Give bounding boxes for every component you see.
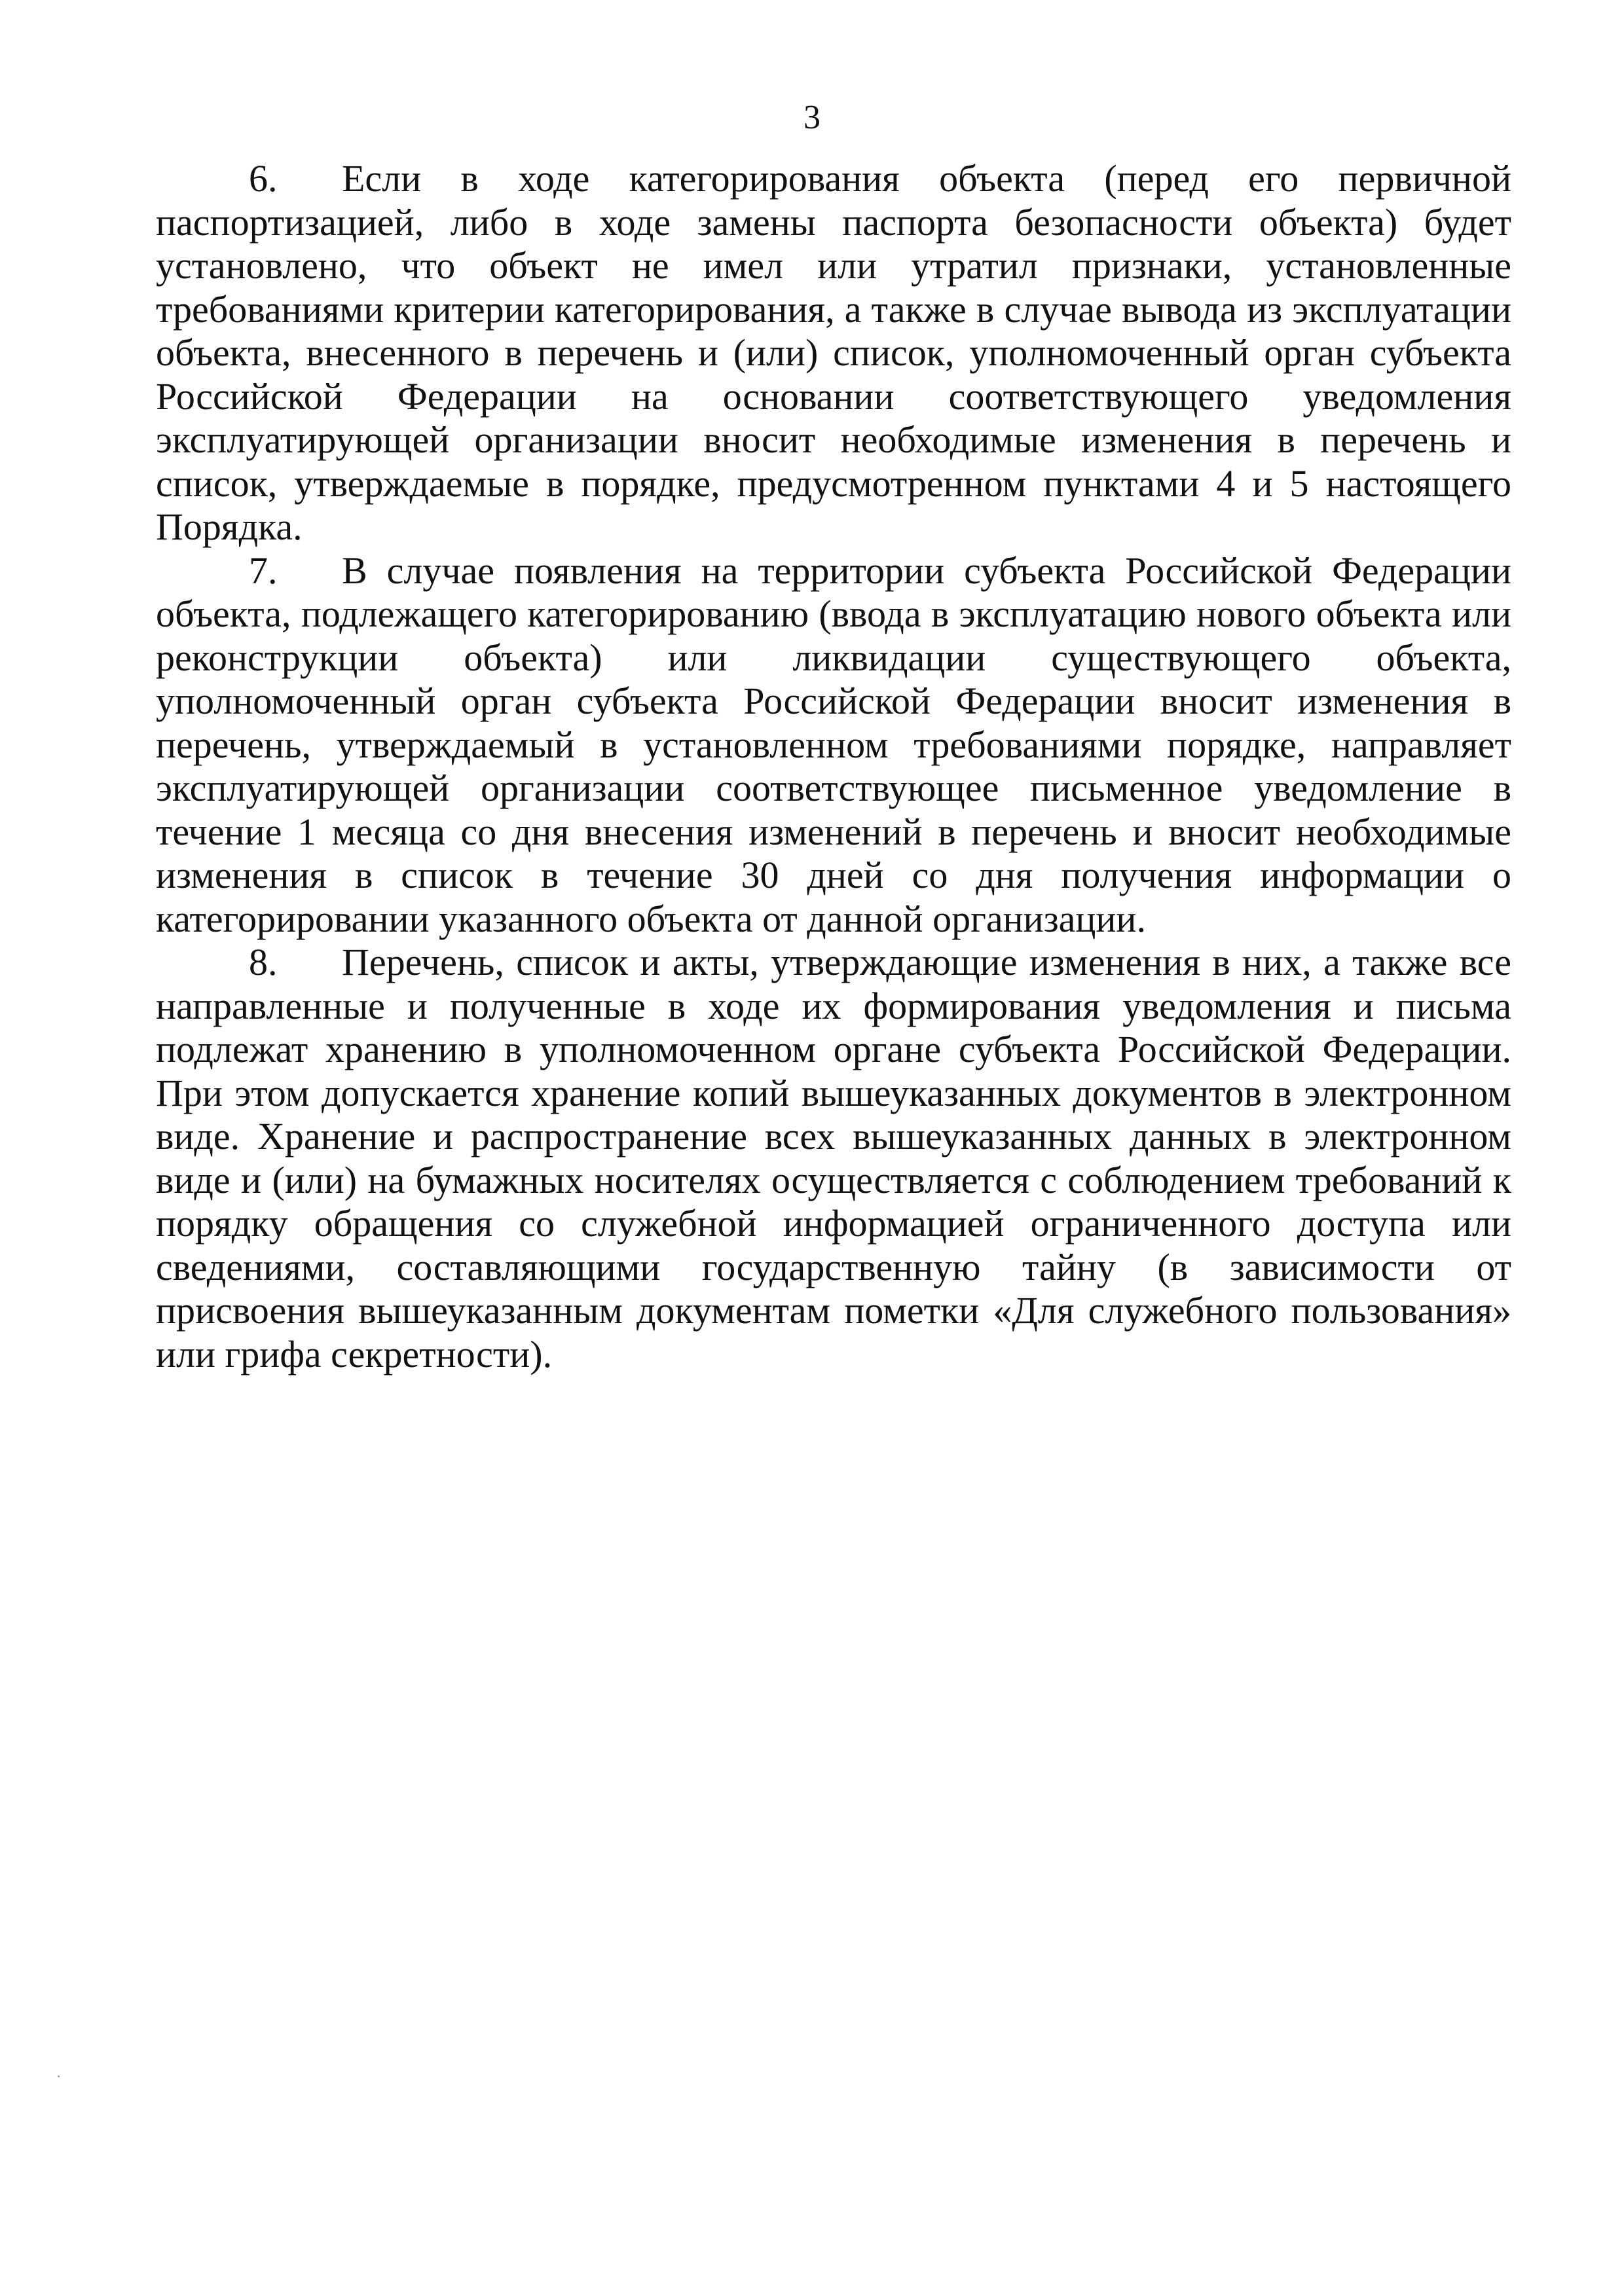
paragraph-number: 7. bbox=[249, 549, 278, 592]
scan-artifact-dot bbox=[58, 2075, 60, 2077]
paragraph-6 bbox=[156, 157, 1511, 549]
paragraph-text: Перечень, список и акты, утверждающие изменения в них, а также все направленные и полученные в ходе их формирования уведомления и письма подлежат хранению в уполномоченном органе субъекта Российской Федерации. При этом допускается хранение копий вышеуказанных документов в электронном виде. Хранение и распространение всех вышеуказанных данных в электронном виде и (или) на бумажных носителях осуществляется с соблюдением требований к порядку обращения со служебной информацией ограниченного доступа или сведениями, составляющими государственную тайну (в зависимости от присвоения вышеуказанным документам пометки «Для служебного пользования» или грифа секретности). bbox=[156, 941, 1511, 1376]
paragraph-text: В случае появления на территории субъекта Российской Федерации объекта, подлежащего категорированию (ввода в эксплуатацию нового объекта или реконструкции объекта) или ликвидации существующего объекта, уполномоченный орган субъекта Российской Федерации вносит изменения в перечень, утверждаемый в установленном требованиями порядке, направляет эксплуатирующей организации соответствующее письменное уведомление в течение 1 месяца со дня внесения изменений в перечень и вносит необходимые изменения в список в течение 30 дней со дня получения информации о категорировании указанного объекта от данной организации. bbox=[156, 549, 1511, 940]
page-number: 3 bbox=[803, 99, 821, 136]
paragraph-text: Если в ходе категорирования объекта (перед его первичной паспортизацией, либо в ходе замены паспорта безопасности объекта) будет установлено, что объект не имел или утратил признаки, установленные требованиями критерии категорирования, а также в случае вывода из эксплуатации объекта, внесенного в перечень и (или) список, уполномоченный орган субъекта Российской Федерации на основании соответствующего уведомления эксплуатирующей организации вносит необходимые изменения в перечень и список, утверждаемые в порядке, предусмотренном пунктами 4 и 5 настоящего Порядка. bbox=[156, 157, 1511, 548]
paragraph-number: 8. bbox=[249, 941, 278, 983]
paragraph-number: 6. bbox=[249, 157, 278, 200]
document-body bbox=[156, 157, 1511, 1376]
paragraph-8 bbox=[156, 941, 1511, 1376]
paragraph-7 bbox=[156, 549, 1511, 941]
